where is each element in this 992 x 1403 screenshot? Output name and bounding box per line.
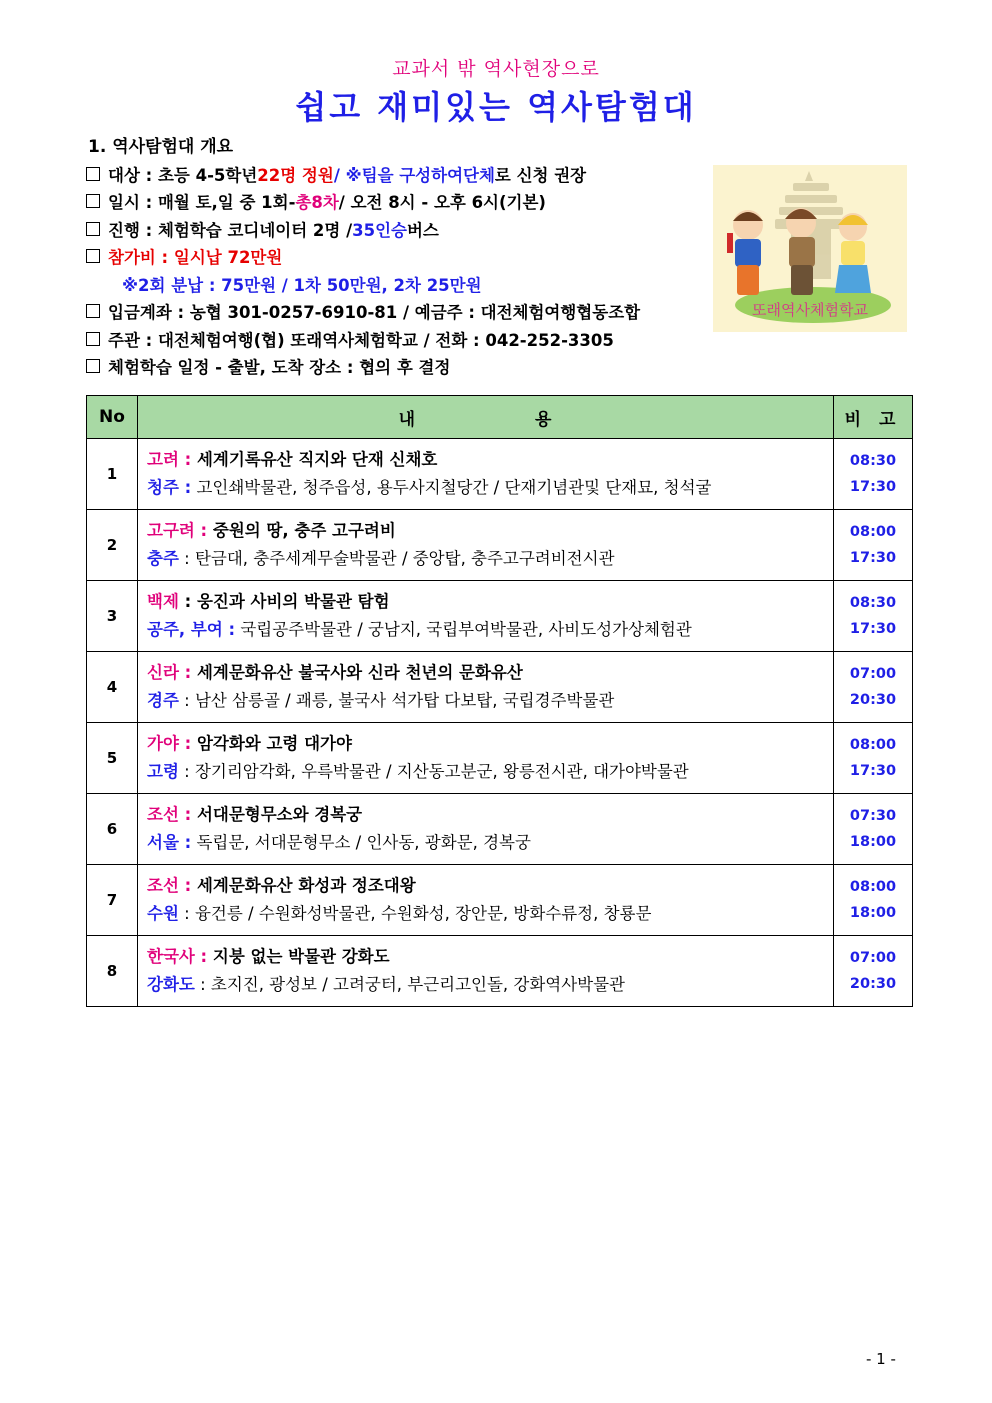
row-end-time: 17:30 [849, 763, 897, 779]
row-theme: 세계문화유산 불국사와 신라 천년의 문화유산 [191, 663, 523, 682]
row-times [834, 581, 913, 652]
row-theme: 서대문형무소와 경복궁 [191, 805, 363, 824]
row-content [138, 936, 834, 1007]
section-heading: 1. 역사탐험대 개요 [88, 137, 234, 157]
row-content [138, 723, 834, 794]
row-region: 고령 [147, 762, 179, 781]
row-content [138, 439, 834, 510]
row-times [834, 723, 913, 794]
row-places: : 융건릉 / 수원화성박물관, 수원화성, 장안문, 방화수류정, 창룡문 [178, 904, 652, 923]
page-title: 쉽고 재미있는 역사탐험대 [295, 88, 697, 126]
table-row [87, 794, 913, 865]
header-note: 비 고 [834, 396, 913, 439]
row-era: 고구려 : [147, 521, 208, 540]
row-number: 1 [87, 439, 138, 510]
header-no: No [87, 396, 138, 439]
row-end-time: 17:30 [849, 479, 897, 495]
row-region: 서울 : [147, 833, 192, 852]
table-row [87, 439, 913, 510]
row-start-time: 07:30 [849, 808, 897, 824]
row-content [138, 652, 834, 723]
row-start-time: 07:00 [849, 950, 897, 966]
row-start-time: 07:00 [849, 666, 897, 682]
checkbox-icon [86, 359, 100, 373]
row-theme: 중원의 땅, 충주 고구려비 [207, 521, 396, 540]
overview-item-account: 입금계좌 : 농협 301-0257-6910-81 / 예금주 : 대전체험여행협동조합 [86, 298, 726, 326]
row-content [138, 794, 834, 865]
checkbox-icon [86, 332, 100, 346]
row-content [138, 865, 834, 936]
row-places: : 탄금대, 충주세계무술박물관 / 중앙탑, 충주고구려비전시관 [178, 549, 615, 568]
row-end-time: 17:30 [849, 621, 897, 637]
row-number: 8 [87, 936, 138, 1007]
row-era: 조선 : [147, 876, 192, 895]
row-start-time: 08:00 [849, 737, 897, 753]
page-number: - 1 - [866, 1350, 896, 1368]
row-number: 4 [87, 652, 138, 723]
school-logo-image [713, 165, 907, 332]
row-places: : 장기리암각화, 우륵박물관 / 지산동고분군, 왕릉전시관, 대가야박물관 [178, 762, 689, 781]
row-places: 독립문, 서대문형무소 / 인사동, 광화문, 경복궁 [191, 833, 531, 852]
row-number: 6 [87, 794, 138, 865]
row-times [834, 652, 913, 723]
row-times [834, 794, 913, 865]
checkbox-icon [86, 194, 100, 208]
row-times [834, 510, 913, 581]
page-subtitle: 교과서 밖 역사현장으로 [392, 58, 600, 80]
row-era: 백제 [147, 592, 179, 611]
row-end-time: 20:30 [849, 976, 897, 992]
row-theme: 암각화와 고령 대가야 [191, 734, 352, 753]
checkbox-icon [86, 304, 100, 318]
overview-item-fee: 참가비 : 일시납 72만원 [86, 243, 726, 271]
logo-text: 또래역사체험학교 [752, 301, 868, 319]
table-row [87, 652, 913, 723]
row-number: 7 [87, 865, 138, 936]
row-start-time: 08:00 [849, 879, 897, 895]
row-theme: 세계기록유산 직지와 단재 신채호 [191, 450, 438, 469]
row-region: 청주 : [147, 478, 192, 497]
table-row [87, 865, 913, 936]
overview-item-location: 체험학습 일정 - 출발, 도착 장소 : 협의 후 결정 [86, 353, 726, 381]
row-era: 신라 : [147, 663, 192, 682]
overview-item-target: 대상 : 초등 4-5학년 22명 정원 / ※팀을 구성하여 단체 로 신청 권장 [86, 160, 726, 188]
header-content: 내용 [138, 396, 834, 439]
checkbox-icon [86, 222, 100, 236]
overview-item-installment: ※2회 분납 : 75만원 / 1차 50만원, 2차 25만원 [122, 275, 482, 295]
row-places: : 초지진, 광성보 / 고려궁터, 부근리고인돌, 강화역사박물관 [194, 975, 625, 994]
row-theme: : 웅진과 사비의 박물관 탐험 [178, 592, 390, 611]
row-places: : 남산 삼릉골 / 괘릉, 불국사 석가탑 다보탑, 국립경주박물관 [178, 691, 615, 710]
schedule-table [86, 395, 913, 1007]
row-start-time: 08:00 [849, 524, 897, 540]
row-times [834, 865, 913, 936]
row-content [138, 581, 834, 652]
row-end-time: 20:30 [849, 692, 897, 708]
table-row [87, 936, 913, 1007]
overview-item-schedule: 일시 : 매월 토,일 중 1회- 총8차 / 오전 8시 - 오후 6시(기본) [86, 188, 726, 216]
row-region: 강화도 [147, 975, 195, 994]
row-places: 국립공주박물관 / 궁남지, 국립부여박물관, 사비도성가상체험관 [235, 620, 692, 639]
row-era: 한국사 : [147, 947, 208, 966]
table-row [87, 723, 913, 794]
row-start-time: 08:30 [849, 595, 897, 611]
row-region: 수원 [147, 904, 179, 923]
row-region: 경주 [147, 691, 179, 710]
row-times [834, 936, 913, 1007]
row-era: 가야 : [147, 734, 192, 753]
checkbox-icon [86, 249, 100, 263]
table-header-row [87, 396, 913, 439]
row-number: 3 [87, 581, 138, 652]
row-end-time: 18:00 [849, 905, 897, 921]
row-content [138, 510, 834, 581]
row-theme: 지붕 없는 박물관 강화도 [207, 947, 390, 966]
table-row [87, 581, 913, 652]
checkbox-icon [86, 167, 100, 181]
row-era: 조선 : [147, 805, 192, 824]
overview-item-operation: 진행 : 체험학습 코디네이터 2명 / 35인승 버스 [86, 215, 726, 243]
row-start-time: 08:30 [849, 453, 897, 469]
row-end-time: 17:30 [849, 550, 897, 566]
row-region: 충주 [147, 549, 179, 568]
row-number: 2 [87, 510, 138, 581]
row-theme: 세계문화유산 화성과 정조대왕 [191, 876, 416, 895]
row-number: 5 [87, 723, 138, 794]
row-region: 공주, 부여 : [147, 620, 236, 639]
row-times [834, 439, 913, 510]
overview-list [86, 160, 726, 380]
overview-item-organizer: 주관 : 대전체험여행(협) 또래역사체험학교 / 전화 : 042-252-3305 [86, 325, 726, 353]
row-places: 고인쇄박물관, 청주읍성, 용두사지철당간 / 단재기념관및 단재묘, 청석굴 [191, 478, 712, 497]
row-era: 고려 : [147, 450, 192, 469]
row-end-time: 18:00 [849, 834, 897, 850]
table-row [87, 510, 913, 581]
